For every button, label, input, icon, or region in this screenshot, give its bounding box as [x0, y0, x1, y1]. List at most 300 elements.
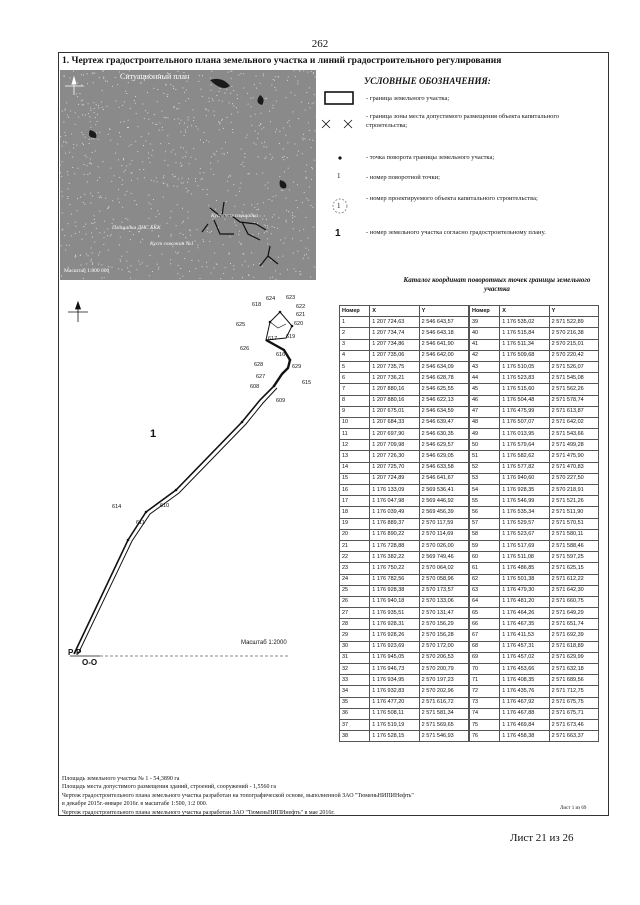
cell-number: 27 [340, 608, 370, 619]
table-row [470, 608, 599, 619]
cell-number: 66 [470, 619, 500, 630]
cell-y: 2 571 499,28 [549, 440, 598, 451]
col-header-x: X [500, 306, 549, 317]
cell-x: 1 176 467,35 [500, 619, 549, 630]
table-row [470, 563, 599, 574]
cell-x: 1 176 457,31 [500, 641, 549, 652]
cell-number: 20 [340, 529, 370, 540]
cell-y: 2 570 058,96 [419, 574, 468, 585]
cell-y: 2 571 526,07 [549, 361, 598, 372]
cell-y: 2 546 643,18 [419, 328, 468, 339]
table-row [340, 675, 469, 686]
cell-x: 1 176 750,22 [370, 563, 419, 574]
cell-number: 21 [340, 540, 370, 551]
cell-number: 40 [470, 328, 500, 339]
cell-x: 1 207 735,75 [370, 361, 419, 372]
point-label: 627 [256, 374, 266, 380]
cell-x: 1 176 411,53 [500, 630, 549, 641]
cell-x: 1 176 509,68 [500, 350, 549, 361]
cell-number: 19 [340, 518, 370, 529]
cell-y: 2 569 446,92 [419, 496, 468, 507]
cell-y: 2 571 578,74 [549, 395, 598, 406]
page-number: 262 [311, 38, 329, 50]
cell-number: 68 [470, 641, 500, 652]
point-label: 625 [236, 322, 246, 328]
table-row [470, 473, 599, 484]
table-row [340, 529, 469, 540]
cell-number: 2 [340, 328, 370, 339]
legend-dot-symbol [338, 156, 341, 159]
cell-number: 76 [470, 731, 500, 742]
cell-x: 1 176 475,99 [500, 406, 549, 417]
cell-y: 2 546 634,09 [419, 361, 468, 372]
cell-x: 1 176 477,20 [370, 697, 419, 708]
cell-y: 2 571 673,46 [549, 719, 598, 730]
cell-x: 1 207 724,63 [370, 317, 419, 328]
cell-number: 43 [470, 361, 500, 372]
cell-y: 2 571 663,37 [549, 731, 598, 742]
cell-y: 2 569 749,46 [419, 552, 468, 563]
table-row [470, 574, 599, 585]
table-row [340, 328, 469, 339]
point-label: 621 [296, 312, 306, 318]
cell-number: 73 [470, 697, 500, 708]
legend-symbols [318, 88, 362, 248]
cell-number: 42 [470, 350, 500, 361]
cell-x: 1 207 734,86 [370, 339, 419, 350]
col-header-y: Y [419, 306, 468, 317]
table-row [340, 406, 469, 417]
cell-x: 1 176 515,84 [500, 328, 549, 339]
cell-number: 33 [340, 675, 370, 686]
legend-rect-symbol [325, 92, 353, 104]
table-row [340, 417, 469, 428]
cell-y: 2 571 545,08 [549, 373, 598, 384]
table-row [470, 585, 599, 596]
cell-x: 1 176 528,15 [370, 731, 419, 742]
cell-number: 14 [340, 462, 370, 473]
cell-x: 1 176 464,26 [500, 608, 549, 619]
cell-x: 1 176 523,67 [500, 529, 549, 540]
note-placement-area: Площадь места допустимого размещения зданий, строений, сооружений - 1,5560 га [62, 784, 277, 791]
cell-y: 2 546 622,13 [419, 395, 468, 406]
cell-x: 1 176 047,98 [370, 496, 419, 507]
cell-y: 2 571 649,29 [549, 608, 598, 619]
cell-number: 38 [340, 731, 370, 742]
cell-x: 1 176 946,73 [370, 664, 419, 675]
cell-y: 2 571 511,90 [549, 507, 598, 518]
cell-y: 2 570 202,96 [419, 686, 468, 697]
cell-y: 2 546 633,58 [419, 462, 468, 473]
table-row [340, 462, 469, 473]
cell-number: 65 [470, 608, 500, 619]
situation-map-drawing [60, 70, 316, 280]
cell-number: 36 [340, 708, 370, 719]
cell-y: 2 546 634,59 [419, 406, 468, 417]
table-row [340, 652, 469, 663]
cell-number: 39 [470, 317, 500, 328]
cell-x: 1 176 932,83 [370, 686, 419, 697]
table-row [340, 440, 469, 451]
cell-x: 1 176 535,34 [500, 507, 549, 518]
cell-y: 2 570 156,29 [419, 619, 468, 630]
cell-x: 1 176 889,37 [370, 518, 419, 529]
cell-x: 1 176 510,05 [500, 361, 549, 372]
cell-y: 2 571 629,99 [549, 652, 598, 663]
cell-number: 47 [470, 406, 500, 417]
cell-x: 1 176 511,08 [500, 552, 549, 563]
cell-y: 2 571 581,34 [419, 708, 468, 719]
cell-x: 1 176 945,05 [370, 652, 419, 663]
table-row [340, 518, 469, 529]
cell-x: 1 176 467,92 [500, 697, 549, 708]
cell-x: 1 176 535,02 [500, 317, 549, 328]
table-row [470, 686, 599, 697]
cell-x: 1 176 486,85 [500, 563, 549, 574]
cell-x: 1 176 577,82 [500, 462, 549, 473]
table-row [340, 373, 469, 384]
cell-number: 69 [470, 652, 500, 663]
cell-y: 2 570 131,47 [419, 608, 468, 619]
legend-item-placement-zone: - граница зоны места допустимого размещения объекта капитального строительства; [366, 113, 560, 129]
cell-number: 25 [340, 585, 370, 596]
cell-x: 1 176 546,99 [500, 496, 549, 507]
table-row [340, 563, 469, 574]
cell-x: 1 207 675,01 [370, 406, 419, 417]
cell-x: 1 207 726,30 [370, 451, 419, 462]
cell-number: 26 [340, 596, 370, 607]
table-row [340, 429, 469, 440]
cell-x: 1 176 457,02 [500, 652, 549, 663]
cell-y: 2 571 613,87 [549, 406, 598, 417]
legend-item-parcel-number: - номер земельного участка согласно градостроительному плану. [366, 229, 546, 236]
table-row [340, 552, 469, 563]
point-label: 624 [266, 296, 276, 302]
cell-y: 2 570 133,06 [419, 596, 468, 607]
cell-x: 1 176 928,31 [370, 619, 419, 630]
table-row [470, 496, 599, 507]
cell-x: 1 176 940,18 [370, 596, 419, 607]
cell-y: 2 570 064,02 [419, 563, 468, 574]
cell-y: 2 571 562,26 [549, 384, 598, 395]
cell-number: 4 [340, 350, 370, 361]
table-row [340, 708, 469, 719]
cell-x: 1 176 928,35 [500, 485, 549, 496]
cell-number: 9 [340, 406, 370, 417]
cell-number: 46 [470, 395, 500, 406]
table-row [470, 619, 599, 630]
cell-number: 32 [340, 664, 370, 675]
cell-number: 44 [470, 373, 500, 384]
cell-y: 2 571 597,25 [549, 552, 598, 563]
cell-x: 1 176 519,19 [370, 719, 419, 730]
cell-x: 1 176 481,20 [500, 596, 549, 607]
table-row [470, 462, 599, 473]
table-row [470, 350, 599, 361]
cell-x: 1 176 508,11 [370, 708, 419, 719]
col-header-number: Номер [340, 306, 370, 317]
cell-x: 1 176 934,95 [370, 675, 419, 686]
cell-number: 70 [470, 664, 500, 675]
north-arrow-icon [68, 302, 88, 322]
sheet-label: Лист 21 из 26 [510, 832, 574, 844]
coord-table-right [469, 305, 599, 742]
cell-y: 2 570 220,42 [549, 350, 598, 361]
cell-y: 2 546 625,55 [419, 384, 468, 395]
cell-number: 62 [470, 574, 500, 585]
cell-number: 63 [470, 585, 500, 596]
table-row [470, 529, 599, 540]
cell-x: 1 207 725,70 [370, 462, 419, 473]
table-row [340, 574, 469, 585]
cell-number: 37 [340, 719, 370, 730]
cell-number: 16 [340, 485, 370, 496]
cell-y: 2 571 570,51 [549, 518, 598, 529]
cell-y: 2 570 026,00 [419, 540, 468, 551]
table-row [340, 697, 469, 708]
table-row [470, 317, 599, 328]
cell-y: 2 546 641,90 [419, 339, 468, 350]
cell-number: 7 [340, 384, 370, 395]
table-row [470, 552, 599, 563]
cell-y: 2 571 651,74 [549, 619, 598, 630]
cell-y: 2 546 642,00 [419, 350, 468, 361]
point-label: 628 [254, 362, 264, 368]
cell-y: 2 571 569,65 [419, 719, 468, 730]
cell-y: 2 571 632,18 [549, 664, 598, 675]
cell-number: 12 [340, 440, 370, 451]
axis-oo-label: О-О [82, 658, 98, 667]
cell-x: 1 176 782,56 [370, 574, 419, 585]
cell-y: 2 570 173,57 [419, 585, 468, 596]
point-label: 626 [240, 346, 250, 352]
cell-number: 30 [340, 641, 370, 652]
cell-number: 11 [340, 429, 370, 440]
cell-number: 64 [470, 596, 500, 607]
legend-circle-label: 1 [337, 202, 341, 210]
map-label-cluster-site: Кустовая площадка [211, 213, 259, 219]
table-row [470, 664, 599, 675]
cell-x: 1 207 724,89 [370, 473, 419, 484]
cell-number: 10 [340, 417, 370, 428]
cell-y: 2 546 641,67 [419, 473, 468, 484]
table-row [340, 731, 469, 742]
cell-number: 23 [340, 563, 370, 574]
cell-x: 1 207 684,33 [370, 417, 419, 428]
cell-number: 41 [470, 339, 500, 350]
cell-number: 1 [340, 317, 370, 328]
cell-number: 49 [470, 429, 500, 440]
cell-x: 1 176 435,76 [500, 686, 549, 697]
cell-number: 51 [470, 451, 500, 462]
table-row [470, 630, 599, 641]
table-row [470, 373, 599, 384]
cell-x: 1 207 697,90 [370, 429, 419, 440]
cell-y: 2 571 616,72 [419, 697, 468, 708]
point-label: 615 [302, 380, 312, 386]
cell-y: 2 571 543,66 [549, 429, 598, 440]
plan-scale: Масштаб 1:2000 [241, 640, 287, 646]
cell-x: 1 207 734,74 [370, 328, 419, 339]
table-row [470, 708, 599, 719]
table-row [340, 596, 469, 607]
cell-number: 59 [470, 540, 500, 551]
situation-map-scale: Масштаб 1:800 000 [64, 268, 110, 274]
cell-y: 2 546 630,35 [419, 429, 468, 440]
point-label: 629 [292, 364, 302, 370]
legend-cross-symbol [322, 120, 352, 128]
table-row [470, 440, 599, 451]
coord-table-left [339, 305, 469, 742]
cell-x: 1 176 408,35 [500, 675, 549, 686]
table-row [470, 485, 599, 496]
cell-x: 1 176 504,48 [500, 395, 549, 406]
cell-y: 2 546 629,05 [419, 451, 468, 462]
cell-x: 1 176 523,83 [500, 373, 549, 384]
cell-y: 2 546 643,57 [419, 317, 468, 328]
table-row [340, 619, 469, 630]
cell-x: 1 176 935,51 [370, 608, 419, 619]
cell-x: 1 176 579,64 [500, 440, 549, 451]
table-row [470, 429, 599, 440]
point-label: 618 [252, 302, 262, 308]
cell-number: 60 [470, 552, 500, 563]
cell-y: 2 570 172,00 [419, 641, 468, 652]
table-row [470, 451, 599, 462]
drawing-title: 1. Чертеж градостроительного плана земельного участка и линий градостроительного регулирования [62, 56, 502, 66]
cell-number: 50 [470, 440, 500, 451]
cell-number: 29 [340, 630, 370, 641]
cell-number: 56 [470, 507, 500, 518]
table-row [470, 719, 599, 730]
table-row [340, 496, 469, 507]
table-row [470, 596, 599, 607]
cell-x: 1 176 479,30 [500, 585, 549, 596]
cell-y: 2 571 642,02 [549, 417, 598, 428]
cell-x: 1 176 928,38 [370, 585, 419, 596]
table-row [340, 507, 469, 518]
cell-x: 1 207 880,16 [370, 395, 419, 406]
point-label: 620 [294, 321, 304, 327]
cell-x: 1 176 940,60 [500, 473, 549, 484]
cell-x: 1 176 511,34 [500, 339, 549, 350]
col-header-x: X [370, 306, 419, 317]
axis-rp-label: Р-Р [68, 648, 82, 657]
table-row [470, 518, 599, 529]
notes [62, 775, 602, 817]
cell-x: 1 207 709,98 [370, 440, 419, 451]
cell-x: 1 207 880,16 [370, 384, 419, 395]
note-topo-basis: Чертеж градостроительного плана земельного участка разработан на топографической основе, выполненной ЗАО "ТюменьНИПИНефть" [62, 792, 414, 799]
cell-number: 18 [340, 507, 370, 518]
table-row [470, 675, 599, 686]
cell-y: 2 571 475,90 [549, 451, 598, 462]
table-row [340, 719, 469, 730]
parcel-number-label: 1 [150, 428, 157, 440]
cell-y: 2 571 675,71 [549, 708, 598, 719]
cell-x: 1 207 735,06 [370, 350, 419, 361]
cell-y: 2 571 612,22 [549, 574, 598, 585]
point-label: 616 [276, 352, 286, 358]
note-parcel-area: Площадь земельного участка № 1 - 54,3890 га [62, 776, 180, 782]
legend-item-turn-point: - точка поворота границы земельного участка; [366, 154, 495, 161]
col-header-number: Номер [470, 306, 500, 317]
cell-y: 2 571 470,83 [549, 462, 598, 473]
cell-y: 2 571 618,89 [549, 641, 598, 652]
col-header-y: Y [549, 306, 598, 317]
cell-x: 1 176 928,26 [370, 630, 419, 641]
cell-y: 2 546 639,47 [419, 417, 468, 428]
cell-y: 2 570 117,59 [419, 518, 468, 529]
cell-x: 1 176 458,38 [500, 731, 549, 742]
cell-y: 2 570 206,53 [419, 652, 468, 663]
cell-x: 1 176 582,62 [500, 451, 549, 462]
cell-y: 2 570 218,91 [549, 485, 598, 496]
point-label: 614 [112, 504, 122, 510]
legend-title: УСЛОВНЫЕ ОБОЗНАЧЕНИЯ: [364, 76, 491, 86]
coord-catalog-title: Каталог координат поворотных точек границы земельного участка [403, 276, 591, 293]
note-author: Чертеж градостроительного плана земельного участка разработан ЗАО "ТюменьНИПИнефть" в мае 2016г. [62, 809, 335, 816]
cell-x: 1 176 515,60 [500, 384, 549, 395]
cell-number: 8 [340, 395, 370, 406]
table-row [340, 585, 469, 596]
cell-y: 2 570 197,23 [419, 675, 468, 686]
cell-x: 1 176 517,69 [500, 540, 549, 551]
situation-map-title: Ситуационный план [120, 72, 190, 81]
table-row [470, 417, 599, 428]
point-label: 611 [136, 520, 145, 526]
cell-number: 71 [470, 675, 500, 686]
table-row [340, 641, 469, 652]
cell-y: 2 569 456,39 [419, 507, 468, 518]
cell-number: 55 [470, 496, 500, 507]
cell-x: 1 176 469,84 [500, 719, 549, 730]
cell-x: 1 176 039,49 [370, 507, 419, 518]
cell-number: 52 [470, 462, 500, 473]
cell-x: 1 176 923,69 [370, 641, 419, 652]
point-label: 623 [286, 295, 296, 301]
table-row [470, 406, 599, 417]
table-row [340, 540, 469, 551]
table-row [470, 361, 599, 372]
cell-number: 3 [340, 339, 370, 350]
table-row [470, 507, 599, 518]
legend-num-symbol: 1 [337, 172, 341, 180]
cell-y: 2 571 521,26 [549, 496, 598, 507]
cell-y: 2 571 660,75 [549, 596, 598, 607]
map-label-dns-site: Площадка ДНС БКК [112, 225, 161, 231]
legend-item-point-number: - номер поворотной точки; [366, 174, 440, 181]
cell-y: 2 571 642,30 [549, 585, 598, 596]
cell-number: 54 [470, 485, 500, 496]
cell-y: 2 571 546,93 [419, 731, 468, 742]
table-row [340, 664, 469, 675]
cell-y: 2 571 689,56 [549, 675, 598, 686]
cell-number: 6 [340, 373, 370, 384]
cell-number: 34 [340, 686, 370, 697]
table-row [340, 608, 469, 619]
table-row [340, 384, 469, 395]
table-row [470, 328, 599, 339]
cell-number: 75 [470, 719, 500, 730]
cell-number: 13 [340, 451, 370, 462]
table-row [340, 361, 469, 372]
sheet-small-label: Лист 1 из 69 [560, 806, 587, 811]
cell-y: 2 571 692,39 [549, 630, 598, 641]
table-row [470, 339, 599, 350]
table-row [340, 686, 469, 697]
cell-x: 1 176 507,07 [500, 417, 549, 428]
